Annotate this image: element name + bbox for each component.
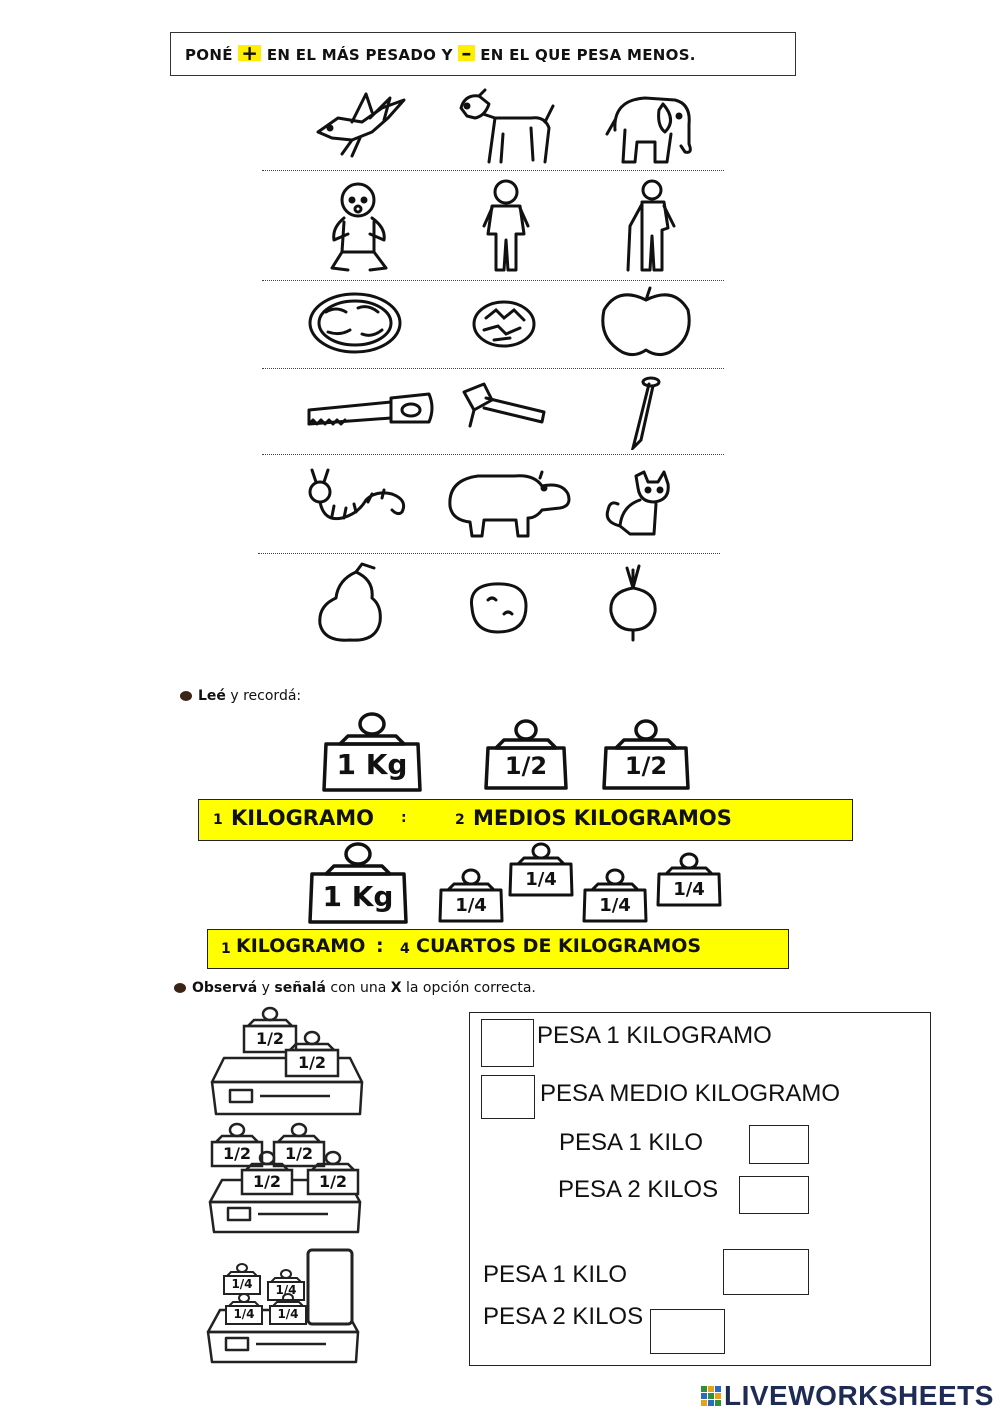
observe-title-part: Observá: [192, 980, 258, 996]
checkbox-pesa-1-kilo-2[interactable]: [723, 1249, 809, 1295]
baby-icon[interactable]: [324, 178, 396, 274]
scale-2: [206, 1120, 366, 1240]
separator: [262, 454, 724, 455]
weight-label: 1/4: [231, 1277, 253, 1291]
watermelon-icon[interactable]: [306, 290, 404, 356]
band-colon: :: [376, 935, 384, 957]
weight-label: 1/2: [255, 1029, 285, 1048]
band-word: KILOGRAMO: [236, 935, 366, 957]
weight-label: 1 Kg: [322, 880, 394, 913]
weight-1kg: [306, 840, 410, 926]
liveworksheets-mark-icon: [700, 1385, 722, 1407]
separator: [262, 280, 724, 281]
weight-label: 1/4: [455, 895, 487, 916]
observe-title-part: y: [257, 980, 275, 996]
scale-weight-half: [240, 1150, 294, 1196]
weight-label: 1/2: [284, 1144, 314, 1163]
observe-title-part: con una: [325, 980, 391, 996]
band-number: 1: [213, 812, 223, 828]
read-title-bold: Leé: [198, 688, 226, 704]
instruction-part: EN EL QUE PESA MENOS.: [480, 46, 696, 64]
observe-section-title: [174, 980, 536, 996]
picture-grid: [0, 0, 1000, 660]
read-section-title: [180, 688, 301, 704]
equivalence-band-halves: [198, 799, 853, 841]
option-pesa-1-kilo: PESA 1 KILO: [559, 1129, 704, 1156]
weight-label: 1/2: [624, 752, 668, 780]
band-number: 1: [221, 941, 231, 957]
instruction-part: PONÉ: [185, 46, 233, 64]
option-pesa-2-kilos-2: PESA 2 KILOS: [483, 1303, 644, 1330]
scale-weight-quarter: [268, 1292, 308, 1326]
scale-1: [210, 1006, 370, 1122]
plus-sign: +: [238, 45, 261, 61]
scale-3: [206, 1248, 366, 1366]
bullet-dot-icon: [174, 983, 186, 993]
walnut-icon[interactable]: [470, 296, 538, 350]
weight-quarter: [656, 852, 722, 908]
band-word: MEDIOS KILOGRAMOS: [473, 806, 732, 830]
weight-label: 1/2: [222, 1144, 252, 1163]
scale-weight-quarter: [224, 1292, 264, 1326]
potato-icon[interactable]: [464, 580, 530, 636]
weight-1kg: [320, 710, 424, 794]
scale-weight-quarter: [222, 1262, 262, 1296]
checkbox-pesa-2-kilos[interactable]: [739, 1176, 809, 1214]
weight-label: 1/4: [275, 1283, 297, 1297]
dog-icon[interactable]: [455, 88, 555, 166]
weight-quarter: [438, 868, 504, 924]
weight-label: 1 Kg: [336, 748, 408, 781]
scale-weight-half: [306, 1150, 360, 1196]
liveworksheets-logo[interactable]: [700, 1380, 994, 1412]
weight-label: 1/4: [233, 1307, 255, 1321]
weight-label: 1/4: [599, 895, 631, 916]
saw-icon[interactable]: [305, 388, 437, 430]
minus-sign: –: [458, 45, 474, 61]
option-pesa-2-kilos: PESA 2 KILOS: [558, 1176, 719, 1203]
checkbox-pesa-medio-kilogramo[interactable]: [481, 1075, 535, 1119]
weight-half: [602, 718, 690, 792]
separator: [262, 368, 724, 369]
equivalence-band-quarters: [207, 929, 789, 969]
option-pesa-medio-kilogramo: PESA MEDIO KILOGRAMO: [540, 1080, 841, 1107]
weight-label: 1/2: [252, 1172, 282, 1191]
band-word: KILOGRAMO: [231, 806, 374, 830]
option-pesa-1-kilo-2: PESA 1 KILO: [483, 1261, 628, 1288]
checkbox-pesa-2-kilos-2[interactable]: [650, 1309, 725, 1354]
weight-label: 1/4: [277, 1307, 299, 1321]
weight-label: 1/4: [525, 869, 557, 890]
elephant-icon[interactable]: [605, 90, 697, 166]
boy-icon[interactable]: [478, 178, 534, 274]
band-word: CUARTOS DE KILOGRAMOS: [416, 935, 702, 957]
apple-icon[interactable]: [598, 286, 694, 358]
old-man-icon[interactable]: [620, 178, 680, 274]
observe-title-part: X: [390, 980, 402, 996]
worm-icon[interactable]: [302, 466, 412, 530]
option-pesa-1-kilogramo: PESA 1 KILOGRAMO: [537, 1022, 772, 1049]
pear-icon[interactable]: [312, 562, 388, 644]
hammer-icon[interactable]: [456, 378, 548, 430]
read-title-rest: y recordá:: [225, 688, 302, 704]
logo-text: LIVEWORKSHEETS: [724, 1380, 994, 1411]
weight-half: [484, 718, 568, 792]
weight-label: 1/4: [673, 879, 705, 900]
bird-icon[interactable]: [312, 88, 408, 162]
weight-quarter: [582, 868, 648, 924]
checkbox-pesa-1-kilogramo[interactable]: [481, 1019, 534, 1067]
weight-label: 1/2: [504, 752, 548, 780]
nail-icon[interactable]: [625, 376, 665, 450]
hippo-icon[interactable]: [444, 466, 574, 542]
weight-quarter: [508, 842, 574, 898]
scale-weight-half: [284, 1030, 340, 1078]
band-colon: :: [401, 810, 407, 826]
checkbox-pesa-1-kilo[interactable]: [749, 1125, 809, 1164]
weight-label: 1/2: [318, 1172, 348, 1191]
separator: [262, 170, 724, 171]
weight-label: 1/2: [297, 1053, 327, 1072]
beet-icon[interactable]: [605, 564, 661, 642]
observe-title-part: la opción correcta.: [401, 980, 536, 996]
cat-icon[interactable]: [600, 470, 670, 538]
instruction-part: EN EL MÁS PESADO Y: [266, 46, 453, 64]
observe-title-part: señalá: [274, 980, 326, 996]
band-number: 2: [455, 812, 465, 828]
band-number: 4: [400, 941, 410, 957]
bullet-dot-icon: [180, 691, 192, 701]
separator: [258, 553, 720, 554]
